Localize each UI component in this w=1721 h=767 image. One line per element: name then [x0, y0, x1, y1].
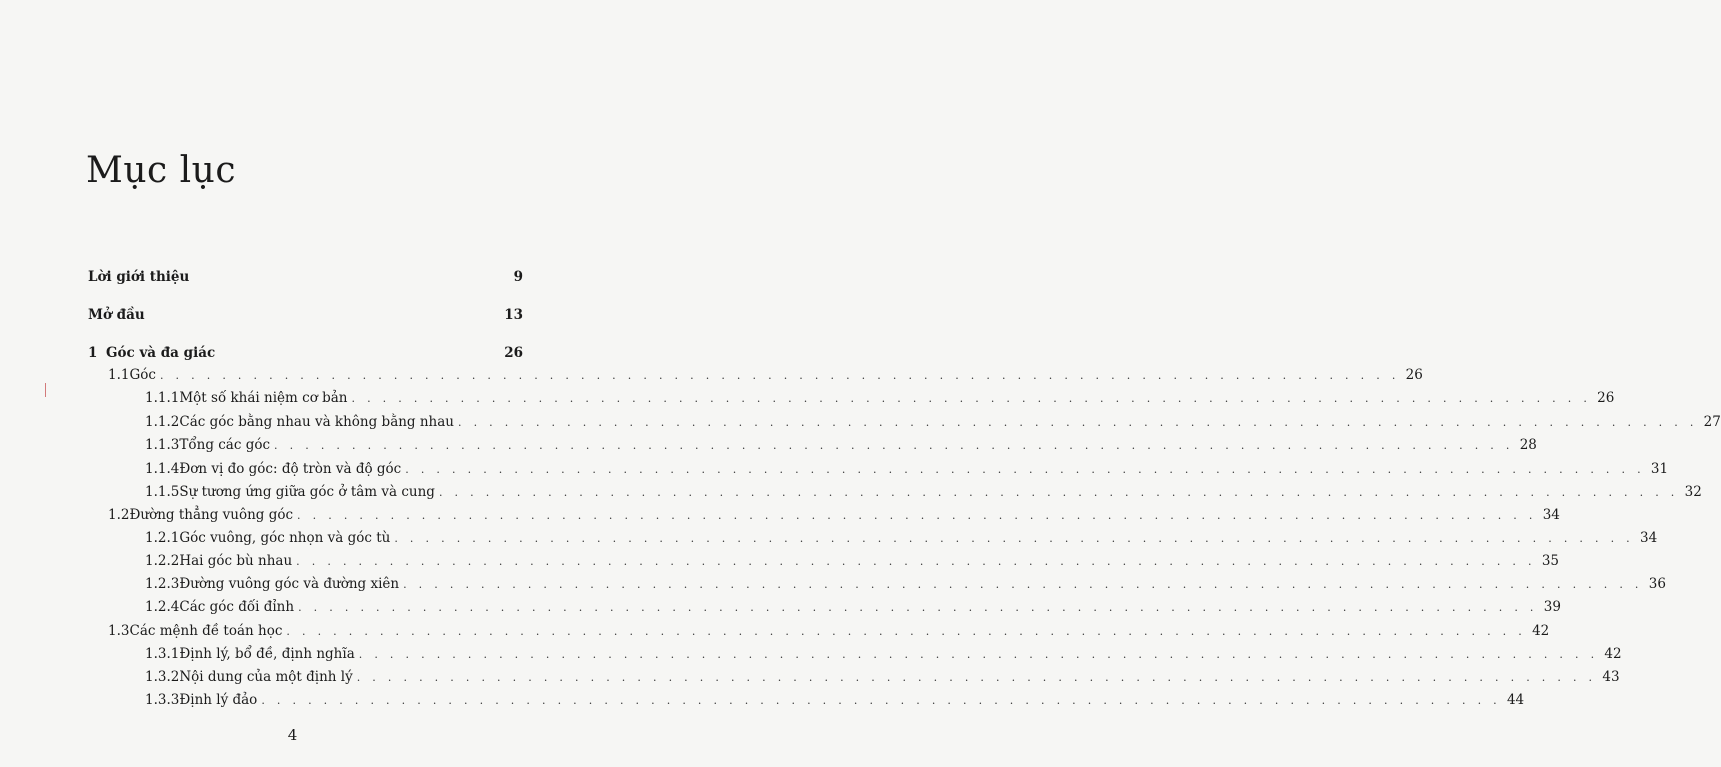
toc-entry-page: 26 — [504, 345, 523, 361]
toc-entry[interactable] — [145, 575, 1666, 594]
toc-entry-number: 1.3.1 — [145, 646, 180, 662]
toc-entry-page: 26 — [1597, 390, 1615, 406]
toc-entry-number: 1.1.1 — [145, 390, 180, 406]
toc-entry-number: 1.3.2 — [145, 669, 180, 685]
toc-entry[interactable] — [88, 306, 523, 324]
toc-entry-title: Sự tương ứng giữa góc ở tâm và cung — [179, 484, 435, 500]
toc-entry[interactable] — [145, 460, 1669, 479]
toc-entry-title: Các góc đối đỉnh — [179, 599, 295, 615]
toc-entry-page: 34 — [1542, 507, 1560, 523]
toc-entry-title: Đường vuông góc và đường xiên — [179, 576, 400, 592]
toc-entry-page: 28 — [1519, 437, 1537, 453]
toc-entry[interactable] — [145, 552, 1560, 571]
toc-entry-title: Nội dung của một định lý — [179, 669, 353, 685]
toc-entry-page: 32 — [1684, 484, 1702, 500]
toc-entry-title: Các mệnh đề toán học — [129, 623, 283, 639]
toc-dot-leader: . . . . . . . . . . . . . . . . . . . . . . . . . . . . . . . . . . . . . . . . . . . . . . . . . . . . . . . . . . . . . . . . . . . . . . . . . . . . . . . . — [274, 439, 1514, 452]
toc-entry-title: Định lý, bổ đề, định nghĩa — [179, 646, 355, 662]
toc-entry-title: Góc và đa giác — [106, 345, 216, 361]
toc-dot-leader: . . . . . . . . . . . . . . . . . . . . . . . . . . . . . . . . . . . . . . . . . . . . . . . . . . . . . . . . . . . . . . . . . . . . . . . . . . . . . . . . — [159, 369, 1400, 382]
toc-entry-title: Tổng các góc — [179, 437, 271, 453]
toc-entry[interactable] — [145, 389, 1615, 408]
toc-entry-title: Góc — [129, 367, 156, 383]
toc-entry-number: 1.1.3 — [145, 437, 180, 453]
toc-dot-leader: . . . . . . . . . . . . . . . . . . . . . . . . . . . . . . . . . . . . . . . . . . . . . . . . . . . . . . . . . . . . . . . . . . . . . . . . . . . . . . . . — [296, 555, 1536, 568]
toc-entry-title: Một số khái niệm cơ bản — [179, 390, 348, 406]
toc-entry[interactable] — [88, 344, 523, 362]
toc-entry[interactable] — [145, 598, 1561, 617]
toc-dot-leader: . . . . . . . . . . . . . . . . . . . . . . . . . . . . . . . . . . . . . . . . . . . . . . . . . . . . . . . . . . . . . . . . . . . . . . . . . . . . . . . . — [403, 578, 1643, 591]
toc-entry[interactable] — [108, 366, 1423, 385]
toc-entry-page: 43 — [1602, 669, 1620, 685]
toc-entry-page: 39 — [1543, 599, 1561, 615]
toc-entry-page: 35 — [1541, 553, 1560, 569]
toc-entry-title: Mở đầu — [88, 307, 145, 323]
toc-entry-title: Góc vuông, góc nhọn và góc tù — [179, 530, 391, 546]
toc-entry[interactable] — [145, 413, 1721, 432]
toc-dot-leader: . . . . . . . . . . . . . . . . . . . . . . . . . . . . . . . . . . . . . . . . . . . . . . . . . . . . . . . . . . . . . . . . . . . . . . . . . . . . . . . . — [438, 486, 1679, 499]
toc-entry[interactable] — [145, 668, 1620, 687]
toc-entry[interactable] — [108, 506, 1560, 525]
toc-entry-title: Hai góc bù nhau — [179, 553, 293, 569]
toc-entry-title: Đường thẳng vuông góc — [129, 507, 294, 523]
toc-entry-number: 1.2 — [108, 507, 130, 523]
toc-entry-number: 1.2.3 — [145, 576, 180, 592]
toc-dot-leader: . . . . . . . . . . . . . . . . . . . . . . . . . . . . . . . . . . . . . . . . . . . . . . . . . . . . . . . . . . . . . . . . . . . . . . . . . . . . . . . . — [351, 392, 1592, 405]
toc-dot-leader: . . . . . . . . . . . . . . . . . . . . . . . . . . . . . . . . . . . . . . . . . . . . . . . . . . . . . . . . . . . . . . . . . . . . . . . . . . . . . . . . — [458, 416, 1698, 429]
toc-entry-number: 1.1 — [108, 367, 130, 383]
toc-entry-number: 1.1.5 — [145, 484, 180, 500]
toc-entry-number: 1.2.2 — [145, 553, 180, 569]
toc-entry-page: 26 — [1405, 367, 1423, 383]
toc-entry-page: 44 — [1506, 692, 1525, 708]
toc-entry-title: Lời giới thiệu — [88, 269, 190, 285]
toc-entry[interactable] — [145, 529, 1658, 548]
toc-dot-leader: . . . . . . . . . . . . . . . . . . . . . . . . . . . . . . . . . . . . . . . . . . . . . . . . . . . . . . . . . . . . . . . . . . . . . . . . . . . . . . . . — [358, 648, 1599, 661]
toc-dot-leader: . . . . . . . . . . . . . . . . . . . . . . . . . . . . . . . . . . . . . . . . . . . . . . . . . . . . . . . . . . . . . . . . . . . . . . . . . . . . . . . . — [356, 671, 1597, 684]
toc-dot-leader: . . . . . . . . . . . . . . . . . . . . . . . . . . . . . . . . . . . . . . . . . . . . . . . . . . . . . . . . . . . . . . . . . . . . . . . . . . . . . . . . — [286, 625, 1527, 638]
toc-entry[interactable] — [145, 691, 1525, 710]
toc-entry-number: 1 — [88, 345, 98, 361]
toc-dot-leader: . . . . . . . . . . . . . . . . . . . . . . . . . . . . . . . . . . . . . . . . . . . . . . . . . . . . . . . . . . . . . . . . . . . . . . . . . . . . . . . . — [394, 532, 1634, 545]
toc-entry-page: 42 — [1604, 646, 1622, 662]
toc-entry-page: 34 — [1639, 530, 1658, 546]
toc-dot-leader: . . . . . . . . . . . . . . . . . . . . . . . . . . . . . . . . . . . . . . . . . . . . . . . . . . . . . . . . . . . . . . . . . . . . . . . . . . . . . . . . — [298, 601, 1538, 614]
toc-entry[interactable] — [88, 268, 523, 286]
toc-entry-page: 9 — [513, 269, 523, 285]
toc-entry-page: 13 — [504, 307, 523, 323]
toc-entry-page: 42 — [1532, 623, 1550, 639]
toc-entry-page: 36 — [1648, 576, 1666, 592]
toc-entry[interactable] — [145, 436, 1537, 455]
toc-entry-page: 31 — [1650, 461, 1669, 477]
toc-entry-number: 1.1.4 — [145, 461, 180, 477]
toc-entry-title: Các góc bằng nhau và không bằng nhau — [179, 414, 454, 430]
toc-entry-number: 1.2.4 — [145, 599, 180, 615]
toc-entry-number: 1.2.1 — [145, 530, 180, 546]
toc-entry-number: 1.3.3 — [145, 692, 180, 708]
toc-entry-number: 1.3 — [108, 623, 130, 639]
toc-entry[interactable] — [145, 483, 1702, 502]
toc-entry-title: Định lý đảo — [179, 692, 258, 708]
page-title: Mục lục — [86, 150, 237, 191]
toc-dot-leader: . . . . . . . . . . . . . . . . . . . . . . . . . . . . . . . . . . . . . . . . . . . . . . . . . . . . . . . . . . . . . . . . . . . . . . . . . . . . . . . . — [297, 509, 1537, 522]
toc-entry[interactable] — [108, 622, 1550, 641]
toc-entry-page: 27 — [1703, 414, 1721, 430]
toc-entry-title: Đơn vị đo góc: độ tròn và độ góc — [179, 461, 402, 477]
toc-entry[interactable] — [145, 645, 1622, 664]
toc-dot-leader: . . . . . . . . . . . . . . . . . . . . . . . . . . . . . . . . . . . . . . . . . . . . . . . . . . . . . . . . . . . . . . . . . . . . . . . . . . . . . . . . — [261, 694, 1501, 707]
toc-entry-number: 1.1.2 — [145, 414, 180, 430]
toc-dot-leader: . . . . . . . . . . . . . . . . . . . . . . . . . . . . . . . . . . . . . . . . . . . . . . . . . . . . . . . . . . . . . . . . . . . . . . . . . . . . . . . . — [405, 463, 1645, 476]
margin-mark — [45, 383, 46, 397]
page-number: 4 — [287, 726, 298, 744]
